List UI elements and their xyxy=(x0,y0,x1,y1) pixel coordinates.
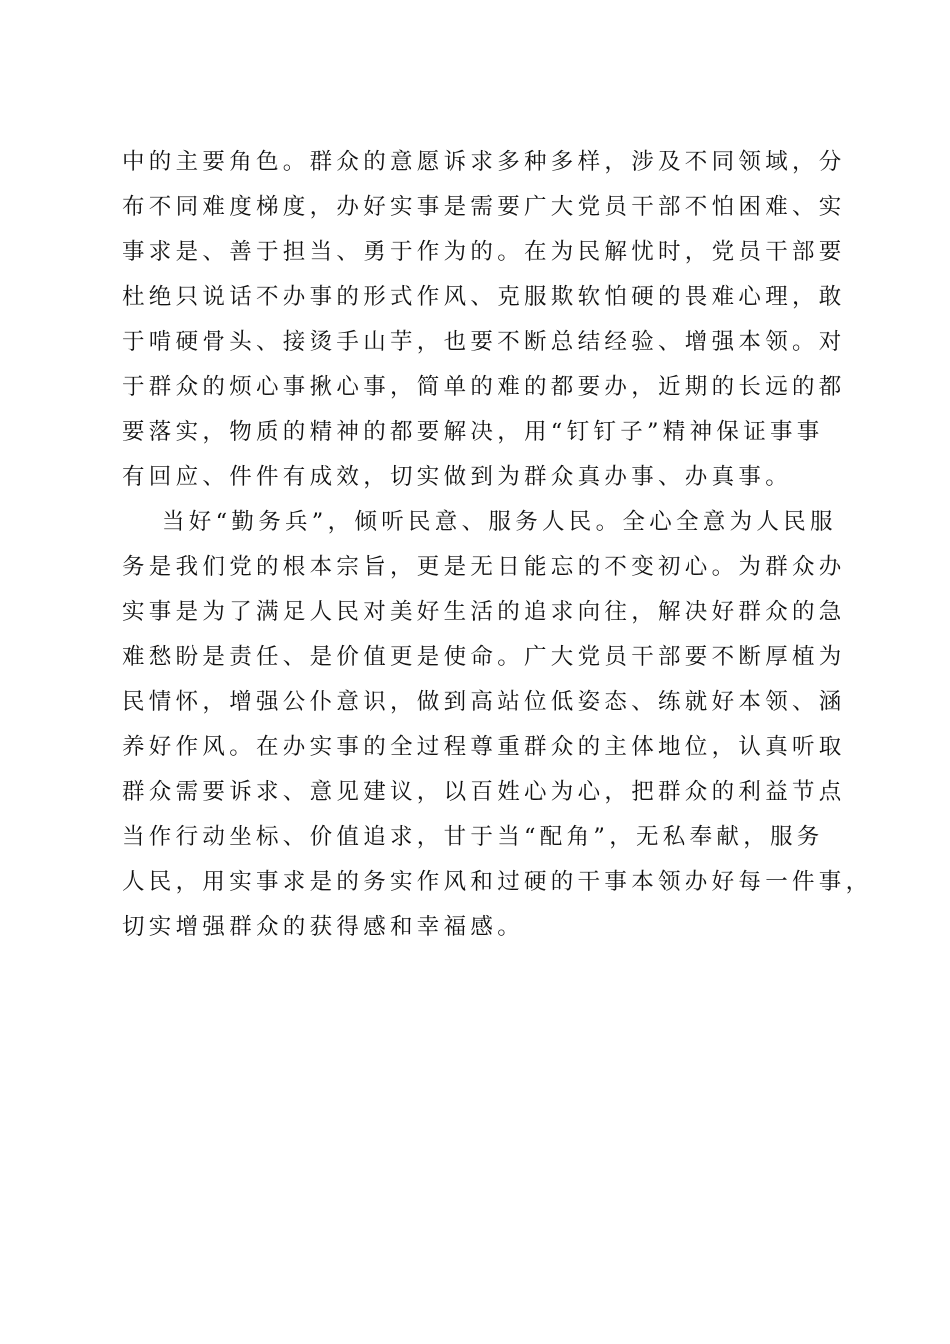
text-line: 当好“勤务兵”，倾听民意、服务人民。全心全意为人民服 xyxy=(162,509,837,535)
text-line: 要落实，物质的精神的都要解决，用“钉钉子”精神保证事事 xyxy=(122,419,824,445)
text-line: 杜绝只说话不办事的形式作风、克服欺软怕硬的畏难心理，敢 xyxy=(122,284,846,310)
text-line: 中的主要角色。群众的意愿诉求多种多样，涉及不同领域，分 xyxy=(122,149,846,175)
paragraph-1 xyxy=(122,140,846,500)
text-line: 事求是、善于担当、勇于作为的。在为民解忧时，党员干部要 xyxy=(122,239,846,265)
text-line: 群众需要诉求、意见建议，以百姓心为心，把群众的利益节点 xyxy=(122,779,846,805)
document-body xyxy=(122,140,873,950)
text-line: 当作行动坐标、价值追求，甘于当“配角”，无私奉献，服务 xyxy=(122,824,824,850)
text-line: 切实增强群众的获得感和幸福感。 xyxy=(122,914,525,940)
text-line: 务是我们党的根本宗旨，更是无日能忘的不变初心。为群众办 xyxy=(122,554,846,580)
text-line: 难愁盼是责任、是价值更是使命。广大党员干部要不断厚植为 xyxy=(122,644,846,670)
text-line: 于啃硬骨头、接烫手山芋，也要不断总结经验、增强本领。对 xyxy=(122,329,846,355)
text-line: 民情怀，增强公仆意识，做到高站位低姿态、练就好本领、涵 xyxy=(122,689,846,715)
text-line: 养好作风。在办实事的全过程尊重群众的主体地位，认真听取 xyxy=(122,734,846,760)
text-line: 人民，用实事求是的务实作风和过硬的干事本领办好每一件事， xyxy=(122,869,873,895)
paragraph-2 xyxy=(122,500,873,950)
text-line: 有回应、件件有成效，切实做到为群众真办事、办真事。 xyxy=(122,464,793,490)
text-line: 实事是为了满足人民对美好生活的追求向往，解决好群众的急 xyxy=(122,599,846,625)
text-line: 于群众的烦心事揪心事，简单的难的都要办，近期的长远的都 xyxy=(122,374,846,400)
text-line: 布不同难度梯度，办好实事是需要广大党员干部不怕困难、实 xyxy=(122,194,846,220)
